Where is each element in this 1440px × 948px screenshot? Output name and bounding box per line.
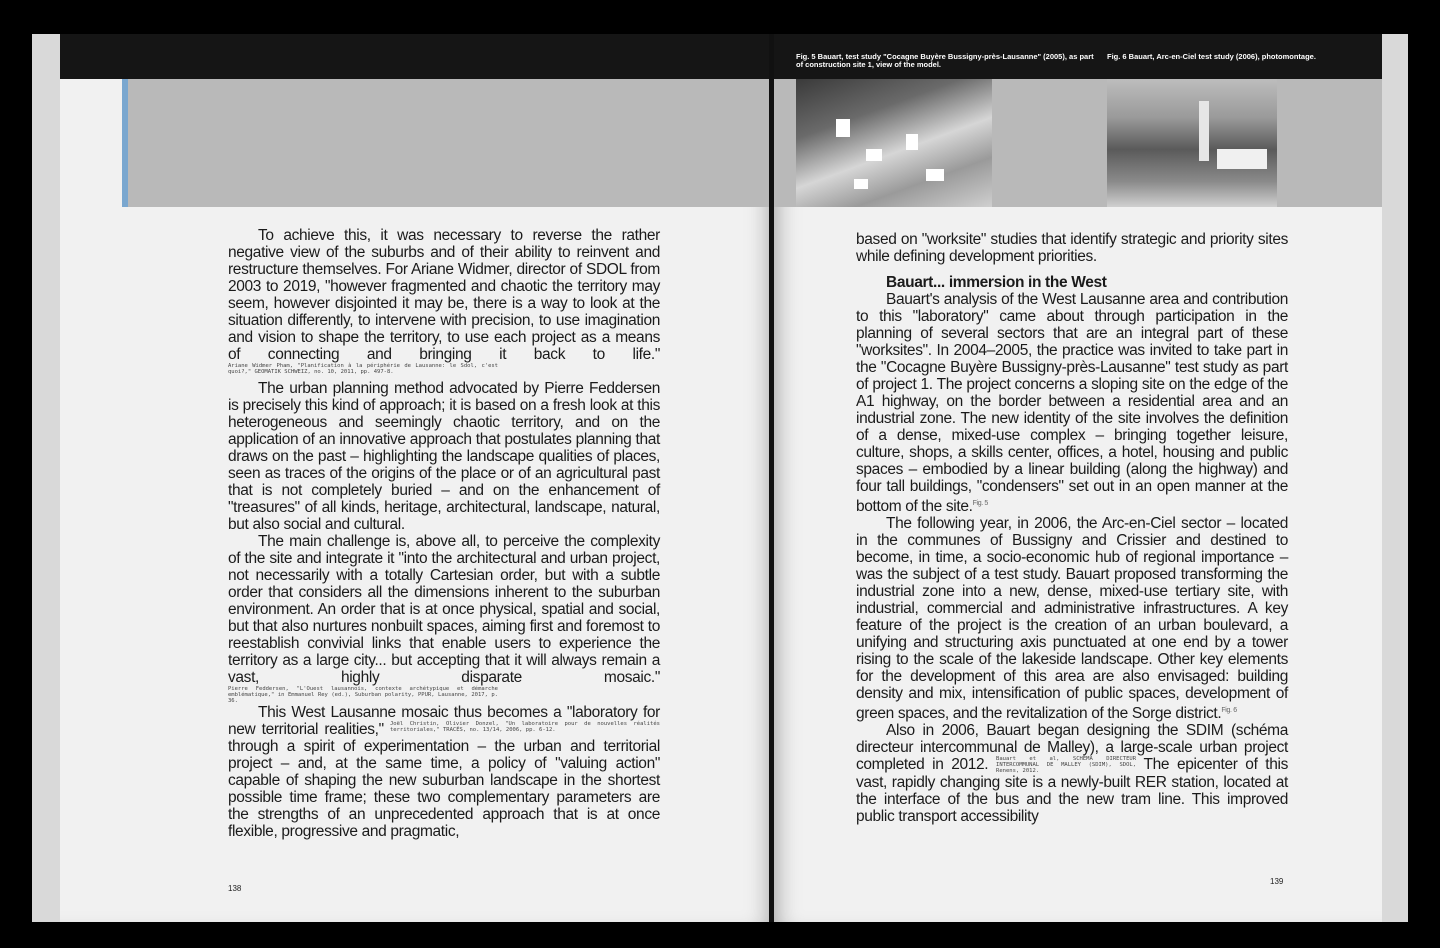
footnote-1: Ariane Widmer Pham, "Planification à la périphérie de Lausanne: le Sdol, c'est quoi?," GEOMATIK SCHWEIZ, no. 10, 2011, pp. 497-8. <box>228 363 498 375</box>
page-number-left: 138 <box>228 884 242 893</box>
fig5-reference: Fig. 5 <box>972 500 988 507</box>
opening-paragraph: based on "worksite" studies that identify strategic and priority sites while defining development priorities. <box>856 231 1288 265</box>
open-book <box>32 34 1408 922</box>
paragraph-4: This West Lausanne mosaic thus becomes a "laboratory for new territorial realities," Joël Christin, Olivier Donzel, "Un laboratoire pour de nouvelles réalités territoriales," TRACÉS, no. 13/14, 2006, pp. 6-12. through a spirit of experimentation – the urban and territorial project – and, at the same time, a policy of "valuing action" capable of shaping the new suburban landscape in the shortest possible time frame; these two complementary parameters are the strengths of an unprecedented approach that is at once flexible, progressive and pragmatic, <box>228 704 660 840</box>
paragraph-5: Bauart's analysis of the West Lausanne area and contribution to this "laboratory" came about through participation in the planning of several sectors that are an integral part of these "worksites". In 2004–2005, the practice was invited to take part in the "Cocagne Buyère Bussigny-près-Lausanne" test study as part of project 1. The project concerns a sloping site on the edge of the A1 highway, on the border between a residential area and an industrial zone. The new identity of the site involves the definition of a dense, mixed-use complex – bringing together leisure, culture, shops, a skills center, offices, a hotel, housing and public spaces – embodied by a linear building (along the highway) and four tall buildings, "condensers" set out in an open manner at the bottom of the site.$^{Fig. 5}$ <box>856 291 1288 516</box>
left-image-edge <box>122 79 128 207</box>
left-black-band <box>60 34 772 79</box>
page-number-right: 139 <box>1270 877 1284 886</box>
right-page <box>774 34 1382 922</box>
paragraph-3: The main challenge is, above all, to perceive the complexity of the site and integrate it "into the architectural and urban project, not necessarily with a totally Cartesian order, but with a subtle order that considers all the dimensions inherent to the suburban environment. An order that is at once physical, spatial and social, but that also nurtures nonbuilt spaces, aiming first and foremost to reestablish convivial links that enable users to experience the territory as a large city... but accepting that it will always remain a vast, highly disparate mosaic." Pierre Feddersen, "L'Ouest lausannois, contexte archétypique et démarche emblématique," in Emmanuel Rey (ed.), Suburban polarity, PPUR, Lausanne, 2017, p. 36. <box>228 533 660 704</box>
caption-fig5: Fig. 5 Bauart, test study "Cocagne Buyère Bussigny-près-Lausanne" (2005), as part of construction site 1, view of the model. <box>796 52 1094 69</box>
left-image-band <box>122 79 772 207</box>
paragraph-7: Also in 2006, Bauart began designing the SDIM (schéma directeur intercommunal de Malley), a large-scale urban project completed in 2012. Bauart et al, SCHÉMA DIRECTEUR INTERCOMMUNAL DE MALLEY (SDIM), SDOL, Renens, 2012. The epicenter of this vast, rapidly changing site is a newly-built RER station, located at the interface of the bus and the new tram line. This improved public transport accessibility <box>856 722 1289 826</box>
paragraph-1: To achieve this, it was necessary to reverse the rather negative view of the suburbs and of their ability to reinvent and restructure themselves. For Ariane Widmer, director of SDOL from 2003 to 2019, "however fragmented and chaotic the territory may seem, however disjointed it may be, there is a way to look at the situation differently, to intervene with precision, to use imagination and vision to shape the territory, to use each project as a means of connecting and bringing it back to life." Ariane Widmer Pham, "Planification à la périphérie de Lausanne: le Sdol, c'est quoi?," GEOMATIK SCHWEIZ, no. 10, 2011, pp. 497-8. <box>228 227 660 375</box>
section-heading: Bauart... immersion in the West <box>886 274 1107 291</box>
paragraph-6: The following year, in 2006, the Arc-en-Ciel sector – located in the communes of Bussigny and Crissier and destined to become, in time, a socio-economic hub of regional importance – was the subject of a test study. Bauart proposed transforming the industrial zone into a new, dense, mixed-use tertiary site, with industrial, commercial and administrative infrastructures. A key feature of the project is the creation of an urban boulevard, a unifying and structuring axis punctuated at one end by a tower rising to the scale of the lakeside landscape. Other key elements for the development of this area are also envisaged: building density and mix, intensification of public spaces, development of green spaces, and the revitalization of the Sorge district.$^{Fig. 6}$ <box>856 515 1288 723</box>
page-stack-left <box>32 34 60 922</box>
footnote-4: Bauart et al, SCHÉMA DIRECTEUR INTERCOMMUNAL DE MALLEY (SDIM), SDOL, Renens, 2012. <box>996 756 1137 775</box>
page-stack-right <box>1382 34 1408 922</box>
caption-fig6: Fig. 6 Bauart, Arc-en-Ciel test study (2006), photomontage. <box>1107 52 1316 61</box>
fig6-photomontage <box>1107 79 1277 207</box>
footnote-3: Joël Christin, Olivier Donzel, "Un laboratoire pour de nouvelles réalités territoriales," TRACÉS, no. 13/14, 2006, pp. 6-12. <box>390 721 660 733</box>
left-page <box>60 34 772 922</box>
right-text-column <box>856 231 1288 825</box>
paragraph-2: The urban planning method advocated by Pierre Feddersen is precisely this kind of approach; it is based on a fresh look at this heterogeneous and seemingly chaotic territory, and on the application of an innovative approach that postulates planning that draws on the past – highlighting the landscape qualities of places, seen as traces of the origins of the place or of an agricultural past that is not completely buried – and on the enhancement of "treasures" of all kinds, heritage, architectural, landscape, natural, but also social and cultural. <box>228 380 660 533</box>
left-text-column <box>228 227 660 840</box>
fig6-reference: Fig. 6 <box>1221 707 1237 715</box>
fig5-model-photo <box>796 79 992 207</box>
footnote-2: Pierre Feddersen, "L'Ouest lausannois, contexte archétypique et démarche emblématique," in Emmanuel Rey (ed.), Suburban polarity, PPUR, Lausanne, 2017, p. 36. <box>228 686 498 704</box>
